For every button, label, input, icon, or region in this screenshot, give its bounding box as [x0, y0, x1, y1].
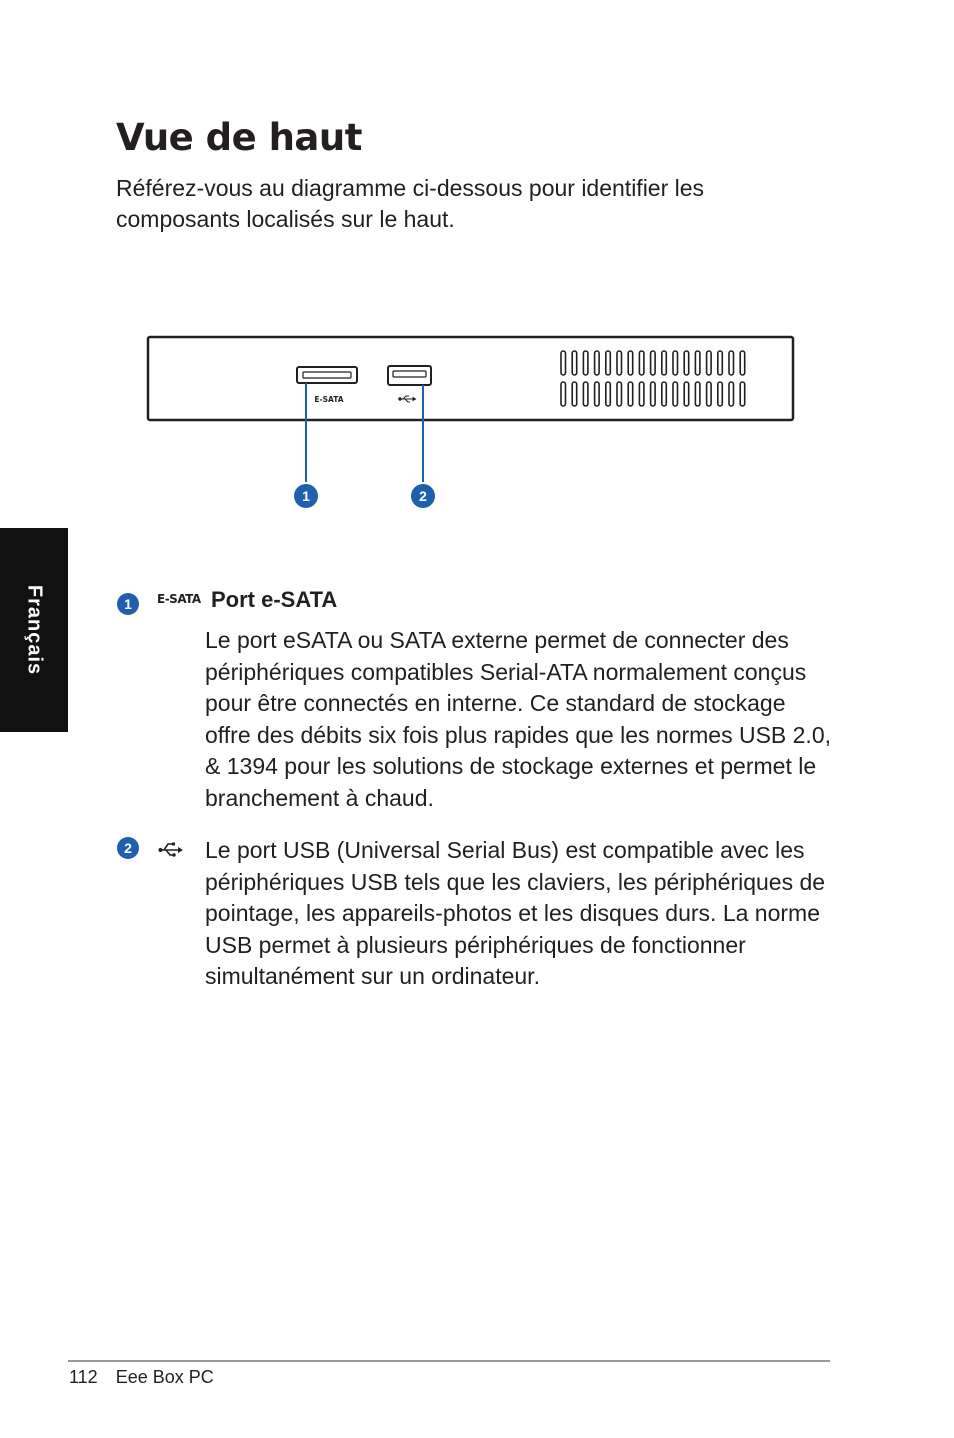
item-1-badge: 1 [117, 593, 139, 615]
esata-port-label: E-SATA [314, 395, 344, 404]
footer-product-name: Eee Box PC [115, 1367, 214, 1387]
item-1-description: Le port eSATA ou SATA externe permet de connecter des périphériques compatibles Serial-ATA normalement conçus pour être connectés en interne. Ce standard de stockage offre des débits six fois plus rapides que les normes USB 2.0, & 1394 pour les solutions de stockage externes et permet le branchement à chaud. [205, 627, 832, 811]
page-footer [69, 1367, 214, 1388]
item-2-description: Le port USB (Universal Serial Bus) est compatible avec les périphériques USB tels que les claviers, les périphériques de pointage, les appareils-photos et les disques durs. La norme USB permet à plusieurs périphériques de fonctionner simultanément sur un ordinateur. [205, 837, 826, 990]
callout-1-number: 1 [302, 488, 310, 504]
page-number: 112 [69, 1367, 98, 1387]
callout-2-number: 2 [419, 488, 427, 504]
top-view-diagram [140, 330, 800, 520]
language-label: Français [23, 584, 46, 676]
usb-icon [158, 840, 184, 858]
language-side-tab [0, 528, 68, 732]
item-2-badge: 2 [117, 837, 139, 859]
item-1-title: Port e-SATA [211, 587, 338, 612]
intro-text: Référez-vous au diagramme ci-dessous pour identifier les composants localisés sur le haut. [116, 175, 705, 232]
footer-divider [68, 1360, 830, 1362]
page-title: Vue de haut [116, 116, 362, 159]
esata-port [297, 367, 357, 383]
esata-icon: E-SATA [157, 592, 201, 606]
device-top-panel [148, 337, 793, 420]
usb-port [388, 366, 431, 385]
